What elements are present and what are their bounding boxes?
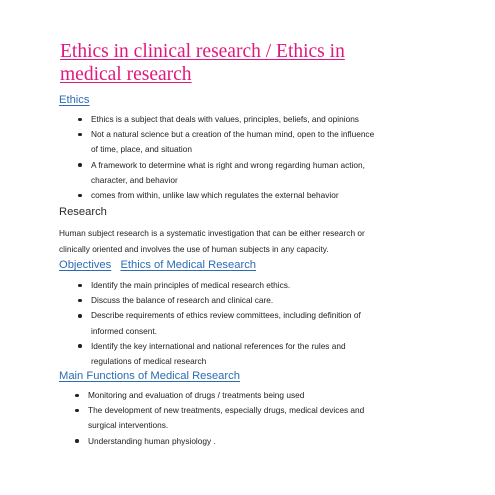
objectives-heading: Objectives Ethics of Medical Research — [59, 259, 257, 271]
ethics-list — [78, 112, 458, 203]
list-item: Understanding human physiology . — [75, 434, 455, 449]
list-item: A framework to determine what is right and wrong regarding human action, character, and behavior — [78, 158, 458, 188]
bullet-icon — [78, 118, 82, 122]
research-paragraph: Human subject research is a systematic investigation that can be either research or clinically oriented and involves the use of human subjects in any capacity. — [59, 228, 365, 254]
bullet-icon — [78, 299, 82, 303]
list-item: Not a natural science but a creation of the human mind, open to the influence of time, place, and situation — [78, 127, 458, 157]
list-item: comes from within, unlike law which regulates the external behavior — [78, 188, 458, 203]
list-item: Monitoring and evaluation of drugs / treatments being used — [75, 388, 455, 403]
list-item: Describe requirements of ethics review committees, including definition of informed consent. — [78, 308, 458, 338]
research-heading: Research — [59, 206, 107, 218]
functions-heading: Main Functions of Medical Research — [59, 370, 240, 382]
bullet-icon — [75, 409, 79, 413]
title-line-2: medical research — [60, 64, 192, 85]
list-item: Identify the main principles of medical research ethics. — [78, 278, 458, 293]
bullet-icon — [75, 439, 79, 443]
bullet-icon — [78, 344, 82, 348]
list-item: Identify the key international and national references for the rules and regulations of medical research — [78, 339, 458, 369]
bullet-icon — [75, 394, 79, 398]
document-title — [60, 40, 460, 86]
bullet-icon — [78, 163, 82, 167]
title-line-1: Ethics in clinical research / Ethics in — [60, 41, 345, 62]
bullet-icon — [78, 133, 82, 137]
functions-list — [75, 388, 455, 449]
list-item: Ethics is a subject that deals with values, principles, beliefs, and opinions — [78, 112, 458, 127]
ethics-heading: Ethics — [59, 94, 90, 106]
bullet-icon — [78, 284, 82, 288]
bullet-icon — [78, 314, 82, 318]
objectives-list — [78, 278, 458, 369]
list-item: The development of new treatments, especially drugs, medical devices and surgical interventions. — [75, 403, 455, 433]
bullet-icon — [78, 194, 82, 198]
list-item: Discuss the balance of research and clinical care. — [78, 293, 458, 308]
